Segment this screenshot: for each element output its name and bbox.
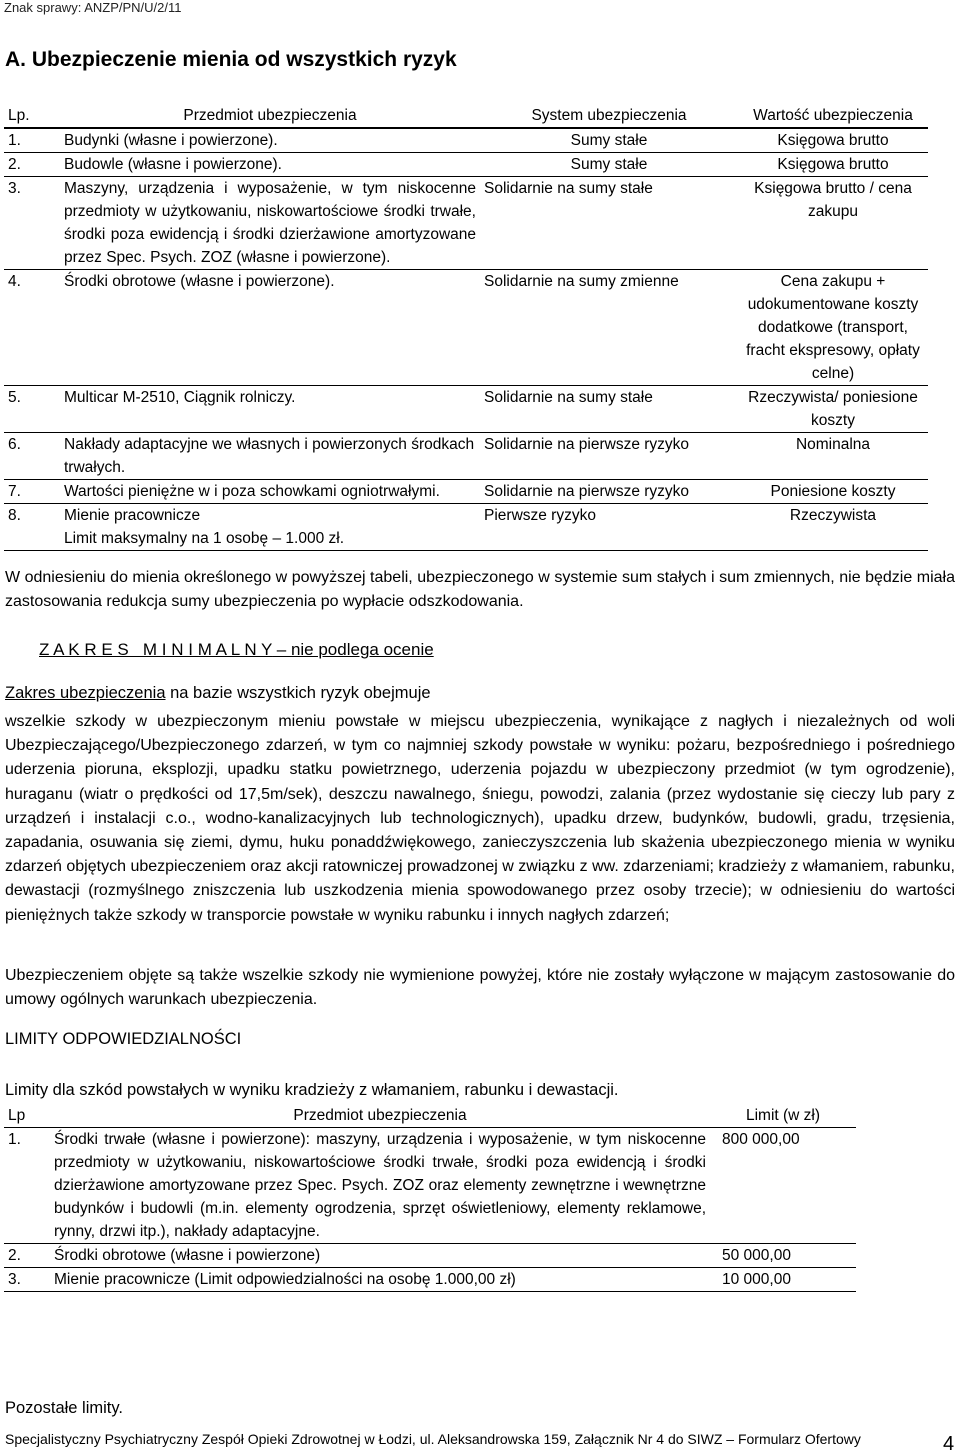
row-system: Solidarnie na pierwsze ryzyko — [480, 433, 738, 480]
row-system: Solidarnie na sumy stałe — [480, 177, 738, 270]
row-value: Księgowa brutto — [777, 132, 889, 149]
header-lp: Lp. — [4, 104, 60, 128]
section-heading: A. Ubezpieczenie mienia od wszystkich ryzyk — [5, 48, 457, 71]
minimum-scope-note: – nie podlega ocenie — [272, 640, 434, 659]
scope-subheading-rest: na bazie wszystkich ryzyk obejmuje — [165, 684, 431, 702]
row-system: Solidarnie na sumy zmienne — [480, 270, 738, 386]
header-system: System ubezpieczenia — [480, 104, 738, 128]
row-system: Solidarnie na pierwsze ryzyko — [480, 480, 738, 504]
row-lp: 8. — [4, 504, 60, 551]
additional-scope-paragraph: Ubezpieczeniem objęte są także wszelkie szkody nie wymienione powyżej, które nie zostały wyłączone w mającym zastosowanie do umowy ogólnych warunkach ubezpieczenia. — [5, 967, 955, 1009]
row-lp: 4. — [4, 270, 60, 386]
liability-limits-intro: Limity dla szkód powstałych w wyniku kradzieży z włamaniem, rabunku i dewastacji. — [5, 1081, 619, 1099]
liability-limits-heading: LIMITY ODPOWIEDZIALNOŚCI — [5, 1030, 242, 1048]
row-limit: 50 000,00 — [710, 1244, 856, 1268]
row-value: Księgowa brutto / cena zakupu — [738, 177, 928, 270]
table-row — [4, 270, 928, 386]
row-subject: Maszyny, urządzenia i wyposażenie, w tym niskocenne przedmioty w użytkowaniu, niskowartościowe środki trwałe, środki poza ewidencją i środki dzierżawione amortyzowane przez Spec. Psych. ZOZ (własne i powierzone). — [60, 177, 480, 270]
row-subject-line: Limit maksymalny na 1 osobę – 1.000 zł. — [64, 530, 344, 547]
row-value: Nominalna — [738, 433, 928, 480]
header-subject: Przedmiot ubezpieczenia — [60, 104, 480, 128]
table-row — [4, 1128, 856, 1244]
row-subject: Multicar M-2510, Ciągnik rolniczy. — [60, 386, 480, 433]
row-subject: Budowle (własne i powierzone). — [60, 153, 480, 177]
limits-header-limit: Limit (w zł) — [710, 1104, 856, 1128]
row-lp: 1. — [8, 1131, 21, 1148]
case-number: Znak sprawy: ANZP/PN/U/2/11 — [4, 0, 182, 15]
table-row — [4, 153, 928, 177]
table-row — [4, 177, 928, 270]
scope-subheading — [5, 684, 431, 703]
table-row — [4, 1268, 856, 1292]
row-limit: 10 000,00 — [710, 1268, 856, 1292]
reduction-paragraph: W odniesieniu do mienia określonego w powyższej tabeli, ubezpieczonego w systemie sum stałych i sum zmiennych, nie będzie miała zastosowania redukcja sumy ubezpieczenia po wypłacie odszkodowania. — [5, 569, 955, 611]
limits-header-lp: Lp — [4, 1104, 50, 1128]
row-lp: 3. — [4, 1268, 50, 1292]
insurance-table — [4, 104, 928, 551]
page-footer: Specjalistyczny Psychiatryczny Zespół Opieki Zdrowotnej w Łodzi, ul. Aleksandrowska 159, Załącznik Nr 4 do SIWZ – Formularz Ofertowy — [5, 1431, 861, 1447]
row-lp: 1. — [8, 132, 21, 149]
table-row — [4, 1244, 856, 1268]
row-system: Pierwsze ryzyko — [480, 504, 738, 551]
page-number: 4 — [943, 1433, 955, 1455]
table-row — [4, 433, 928, 480]
table-row — [4, 504, 928, 551]
table-row — [4, 386, 928, 433]
table-row — [4, 480, 928, 504]
row-value: Rzeczywista/ poniesione koszty — [738, 386, 928, 433]
other-limits-heading: Pozostałe limity. — [5, 1399, 123, 1417]
row-subject: Nakłady adaptacyjne we własnych i powierzonych środkach trwałych. — [60, 433, 480, 480]
row-lp: 2. — [4, 153, 60, 177]
table-row — [4, 128, 928, 153]
row-lp: 3. — [4, 177, 60, 270]
row-subject-line: Mienie pracownicze — [64, 507, 201, 524]
row-lp: 5. — [4, 386, 60, 433]
row-system: Sumy stałe — [570, 132, 648, 149]
row-value: Cena zakupu + udokumentowane koszty dodatkowe (transport, fracht ekspresowy, opłaty celne) — [738, 270, 928, 386]
row-subject: Wartości pieniężne w i poza schowkami ogniotrwałymi. — [60, 480, 480, 504]
row-subject: Budynki (własne i powierzone). — [64, 132, 278, 149]
row-lp: 2. — [4, 1244, 50, 1268]
minimum-scope-heading — [39, 640, 434, 660]
row-lp: 7. — [4, 480, 60, 504]
row-limit: 800 000,00 — [722, 1131, 800, 1148]
row-system: Solidarnie na sumy stałe — [480, 386, 738, 433]
row-lp: 6. — [4, 433, 60, 480]
row-subject — [60, 504, 480, 551]
header-value: Wartość ubezpieczenia — [738, 104, 928, 128]
scope-subheading-label: Zakres ubezpieczenia — [5, 684, 166, 702]
row-subject: Środki obrotowe (własne i powierzone) — [50, 1244, 710, 1268]
limits-header-subject: Przedmiot ubezpieczenia — [50, 1104, 710, 1128]
row-system: Sumy stałe — [480, 153, 738, 177]
row-value: Poniesione koszty — [738, 480, 928, 504]
row-subject: Środki trwałe (własne i powierzone): maszyny, urządzenia i wyposażenie, w tym niskocenne przedmioty w użytkowaniu, niskowartościowe środki trwałe, środki poza ewidencją i środki dzierżawione amortyzowane przez Spec. Psych. ZOZ oraz elementy zewnętrzne i wewnętrzne budynków i budowli (m.in. elementy ogrodzenia, sprzęt oświetleniowy, elementy reklamowe, rynny, drzwi itp.), nakłady adaptacyjne. — [54, 1131, 706, 1240]
minimum-scope-title: Z A K R E S M I N I M A L N Y — [39, 640, 273, 659]
row-subject: Mienie pracownicze (Limit odpowiedzialności na osobę 1.000,00 zł) — [50, 1268, 710, 1292]
row-value: Księgowa brutto — [738, 153, 928, 177]
row-value: Rzeczywista — [738, 504, 928, 551]
scope-paragraph: wszelkie szkody w ubezpieczonym mieniu powstałe w miejscu ubezpieczenia, wynikające z nagłych i niezależnych od woli Ubezpieczającego/Ubezpieczonego zdarzeń, w tym co najmniej szkody powstałe w wyniku: pożaru, bezpośredniego i pośredniego uderzenia pioruna, eksplozji, upadku statku powietrznego, uderzenia pojazdu w ubezpieczony przedmiot (w tym ogrodzenie), huraganu (wiatr o prędkości od 17,5m/sek), deszczu nawalnego, śniegu, powodzi, zalania (przez wydostanie się cieczy lub pary z urządzeń i instalacji c.o., wodno-kanalizacyjnych lub technologicznych), upadku drzew, budynków, budowli, gradu, trzęsienia, zapadania, osuwania się ziemi, dymu, huku ponaddźwiękowego, zanieczyszczenia lub skażenia ubezpieczonego mienia w wyniku zdarzeń objętych ubezpieczeniem oraz akcji ratowniczej prowadzonej w związku z ww. zdarzeniami; kradzieży z włamaniem, rabunku, dewastacji (rozmyślnego zniszczenia lub uszkodzenia mienia spowodowanego przez osoby trzecie); w odniesieniu do wartości pieniężnych także szkody w transporcie powstałe w wyniku rabunku i innych nagłych zdarzeń; — [5, 713, 955, 924]
limits-table — [4, 1104, 856, 1292]
row-subject: Środki obrotowe (własne i powierzone). — [60, 270, 480, 386]
